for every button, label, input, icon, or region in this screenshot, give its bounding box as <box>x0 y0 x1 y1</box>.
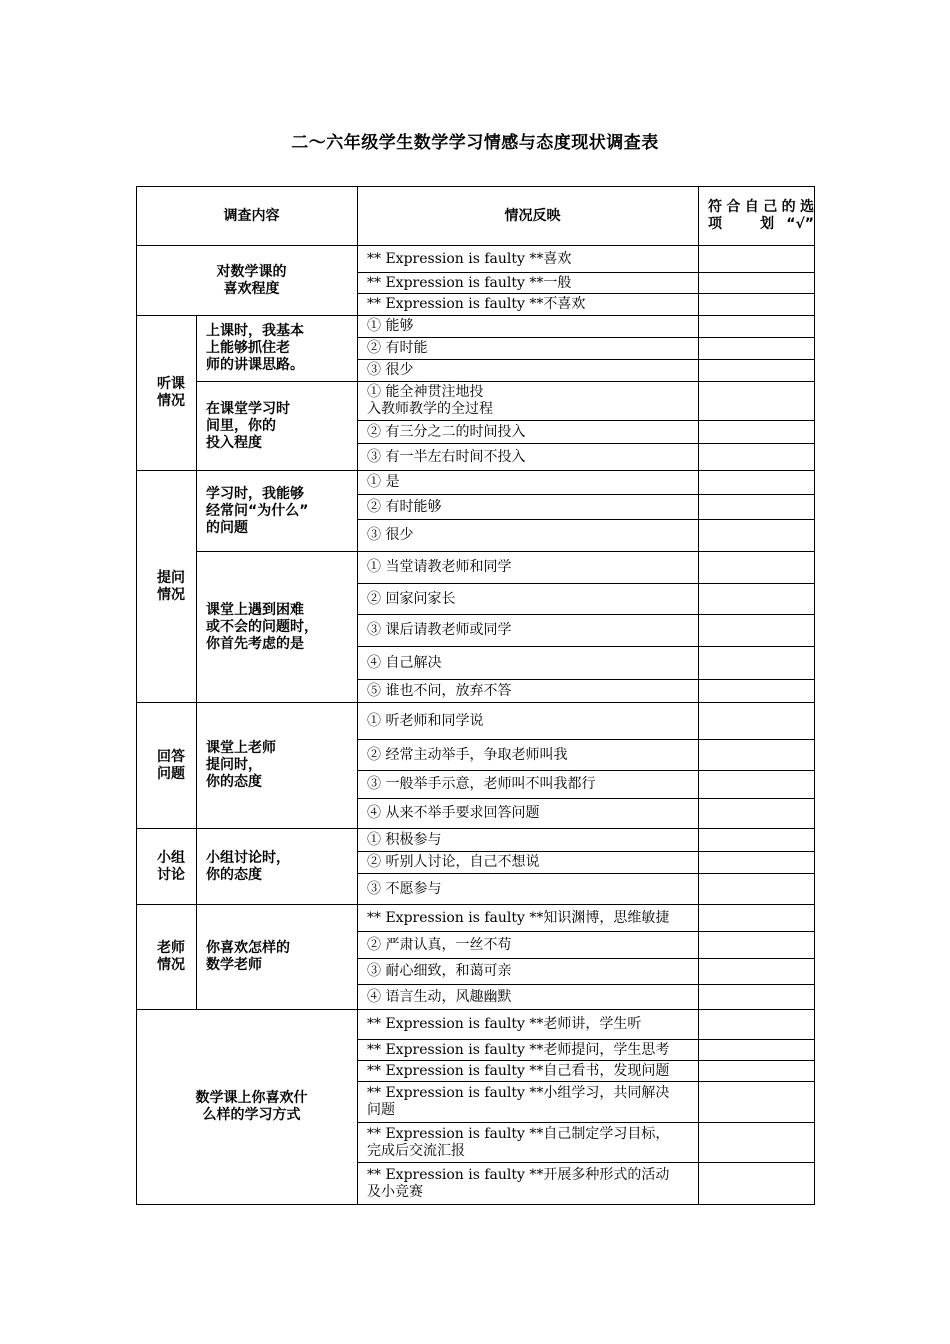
option-cell: ① 积极参与 <box>358 829 699 852</box>
option-cell: ② 回家问家长 <box>358 584 699 615</box>
option-cell: ** Expression is faulty **小组学习，共同解决 问题 <box>358 1082 699 1123</box>
checkbox-cell[interactable] <box>699 338 815 360</box>
question-like-level: 对数学课的 喜欢程度 <box>137 246 358 316</box>
option-cell: ③ 一般举手示意，老师叫不叫我都行 <box>358 771 699 799</box>
option-cell: ③ 有一半左右时间不投入 <box>358 444 699 471</box>
question-teacher-preference: 你喜欢怎样的 数学老师 <box>197 905 358 1010</box>
checkbox-cell[interactable] <box>699 905 815 932</box>
checkbox-cell[interactable] <box>699 852 815 874</box>
option-cell: ** Expression is faulty **自己看书，发现问题 <box>358 1061 699 1082</box>
category-group-discussion: 小组 讨论 <box>137 829 197 905</box>
question-learning-style: 数学课上你喜欢什 么样的学习方式 <box>137 1010 358 1205</box>
option-cell: ** Expression is faulty **老师提问，学生思考 <box>358 1040 699 1061</box>
checkbox-cell[interactable] <box>699 294 815 316</box>
checkbox-cell[interactable] <box>699 382 815 421</box>
option-cell: ④ 自己解决 <box>358 647 699 680</box>
question-listen-follow: 上课时，我基本 上能够抓住老 师的讲课思路。 <box>197 316 358 382</box>
option-cell: ④ 从来不举手要求回答问题 <box>358 799 699 829</box>
question-group-attitude: 小组讨论时， 你的态度 <box>197 829 358 905</box>
checkbox-cell[interactable] <box>699 680 815 703</box>
table-row <box>137 1010 815 1040</box>
table-row <box>137 471 815 495</box>
table-row <box>137 552 815 584</box>
table-row <box>137 905 815 932</box>
option-cell: ** Expression is faulty **知识渊博，思维敏捷 <box>358 905 699 932</box>
checkbox-cell[interactable] <box>699 520 815 552</box>
category-questioning: 提问 情况 <box>137 471 197 703</box>
checkbox-cell[interactable] <box>699 1010 815 1040</box>
checkbox-cell[interactable] <box>699 1123 815 1163</box>
option-cell: ** Expression is faulty **老师讲，学生听 <box>358 1010 699 1040</box>
option-cell: ② 有时能够 <box>358 495 699 520</box>
checkbox-cell[interactable] <box>699 647 815 680</box>
header-checkmark-column: 符合自己的选 项 划“√” <box>699 187 815 246</box>
header-situation: 情况反映 <box>358 187 699 246</box>
checkbox-cell[interactable] <box>699 246 815 273</box>
option-cell: ** Expression is faulty **开展多种形式的活动 及小竞赛 <box>358 1163 699 1205</box>
option-cell: ** Expression is faulty **一般 <box>358 273 699 294</box>
table-header-row <box>137 187 815 246</box>
option-cell: ③ 很少 <box>358 520 699 552</box>
question-listen-engagement: 在课堂学习时 间里，你的 投入程度 <box>197 382 358 471</box>
option-cell: ① 当堂请教老师和同学 <box>358 552 699 584</box>
checkbox-cell[interactable] <box>699 1082 815 1123</box>
category-teacher: 老师 情况 <box>137 905 197 1010</box>
checkbox-cell[interactable] <box>699 740 815 771</box>
header-survey-content: 调查内容 <box>137 187 358 246</box>
survey-table <box>136 186 828 1205</box>
option-cell: ② 有时能 <box>358 338 699 360</box>
checkbox-cell[interactable] <box>699 1163 815 1205</box>
option-cell: ① 听老师和同学说 <box>358 703 699 740</box>
checkbox-cell[interactable] <box>699 444 815 471</box>
category-answering: 回答 问题 <box>137 703 197 829</box>
question-ask-difficulty: 课堂上遇到困难 或不会的问题时， 你首先考虑的是 <box>197 552 358 703</box>
option-cell: ① 是 <box>358 471 699 495</box>
option-cell: ① 能全神贯注地投 入教师教学的全过程 <box>358 382 699 421</box>
checkbox-cell[interactable] <box>699 360 815 382</box>
option-cell: ** Expression is faulty **不喜欢 <box>358 294 699 316</box>
checkbox-cell[interactable] <box>699 1061 815 1082</box>
option-cell: ④ 语言生动，风趣幽默 <box>358 985 699 1010</box>
table-row <box>137 316 815 338</box>
checkbox-cell[interactable] <box>699 421 815 444</box>
checkbox-cell[interactable] <box>699 703 815 740</box>
checkbox-cell[interactable] <box>699 1040 815 1061</box>
checkbox-cell[interactable] <box>699 552 815 584</box>
option-cell: ③ 课后请教老师或同学 <box>358 615 699 647</box>
option-cell: ** Expression is faulty **自己制定学习目标， 完成后交流汇报 <box>358 1123 699 1163</box>
checkbox-cell[interactable] <box>699 471 815 495</box>
checkbox-cell[interactable] <box>699 799 815 829</box>
option-cell: ② 严肃认真，一丝不苟 <box>358 932 699 959</box>
checkbox-cell[interactable] <box>699 985 815 1010</box>
checkbox-cell[interactable] <box>699 495 815 520</box>
table-row <box>137 829 815 852</box>
option-cell: ③ 很少 <box>358 360 699 382</box>
checkbox-cell[interactable] <box>699 273 815 294</box>
question-answer-attitude: 课堂上老师 提问时， 你的态度 <box>197 703 358 829</box>
option-cell: ** Expression is faulty **喜欢 <box>358 246 699 273</box>
option-cell: ③ 不愿参与 <box>358 874 699 905</box>
option-cell: ③ 耐心细致，和蔼可亲 <box>358 959 699 985</box>
checkbox-cell[interactable] <box>699 874 815 905</box>
checkbox-cell[interactable] <box>699 771 815 799</box>
option-cell: ⑤ 谁也不问，放弃不答 <box>358 680 699 703</box>
checkbox-cell[interactable] <box>699 829 815 852</box>
checkbox-cell[interactable] <box>699 932 815 959</box>
option-cell: ① 能够 <box>358 316 699 338</box>
option-cell: ② 听别人讨论，自己不想说 <box>358 852 699 874</box>
option-cell: ② 经常主动举手，争取老师叫我 <box>358 740 699 771</box>
category-listening: 听课 情况 <box>137 316 197 471</box>
table-row <box>137 382 815 421</box>
page-title: 二～六年级学生数学学习情感与态度现状调查表 <box>291 133 659 153</box>
checkbox-cell[interactable] <box>699 584 815 615</box>
table-row <box>137 703 815 740</box>
checkbox-cell[interactable] <box>699 316 815 338</box>
question-ask-why: 学习时，我能够 经常问“为什么” 的问题 <box>197 471 358 552</box>
option-cell: ② 有三分之二的时间投入 <box>358 421 699 444</box>
table-row <box>137 246 815 273</box>
checkbox-cell[interactable] <box>699 615 815 647</box>
checkbox-cell[interactable] <box>699 959 815 985</box>
